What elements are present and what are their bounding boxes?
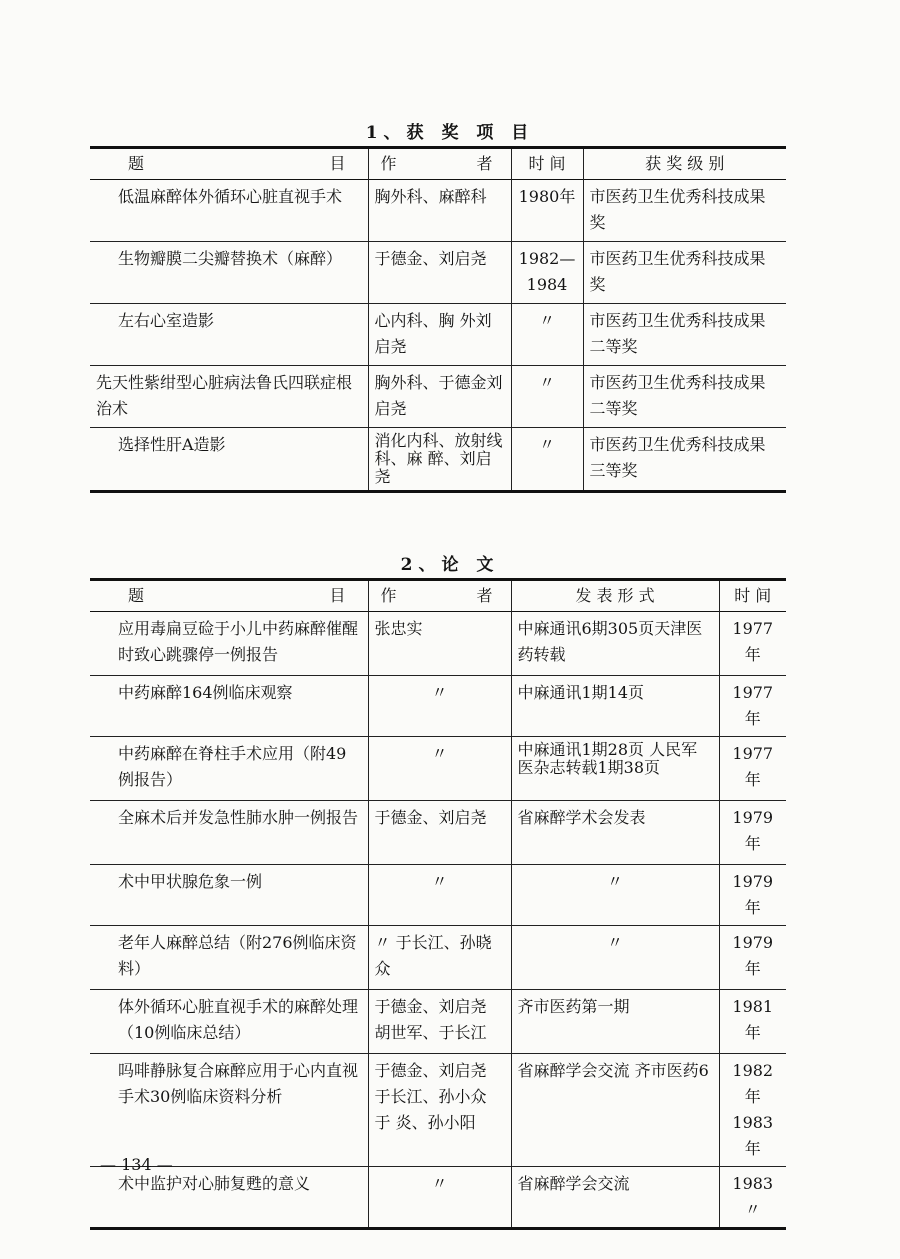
header-award: 获 奖 级 别 xyxy=(583,148,786,180)
table-row: 全麻术后并发急性肺水肿一例报告 于德金、刘启尧 省麻醉学术会发表 1979年 xyxy=(90,801,786,865)
table-row: 体外循环心脏直视手术的麻醉处理（10例临床总结） 于德金、刘启尧 胡世军、于长江 齐市医药第一期 1981年 xyxy=(90,990,786,1054)
table-row: 吗啡静脉复合麻醉应用于心内直视手术30例临床资料分析 于德金、刘启尧 于长江、孙小众 于 炎、孙小阳 省麻醉学会交流 齐市医药6 1982年 1983年 xyxy=(90,1054,786,1167)
header-time: 时 间 xyxy=(719,580,786,612)
header-title: 题 目 xyxy=(128,154,346,173)
header-form: 发 表 形 式 xyxy=(511,580,719,612)
table-row: 术中甲状腺危象一例 〃 〃 1979年 xyxy=(90,865,786,926)
table-row: 老年人麻醉总结（附276例临床资料） 〃 于长江、孙晓众 〃 1979年 xyxy=(90,926,786,990)
section2-title: 2、论 文 xyxy=(400,555,500,575)
papers-table xyxy=(90,578,786,1230)
header-author: 作 者 xyxy=(368,148,511,180)
table-row: 术中监护对心肺复甦的意义 〃 省麻醉学会交流 1983〃 xyxy=(90,1167,786,1229)
table-row: 中药麻醉在脊柱手术应用（附49例报告） 〃 中麻通讯1期28页 人民军医杂志转载1期38页 1977年 xyxy=(90,737,786,801)
page-number: — 134 — xyxy=(100,1155,173,1174)
table-row: 生物瓣膜二尖瓣替换术（麻醉） 于德金、刘启尧 1982—1984 市医药卫生优秀科技成果奖 xyxy=(90,242,786,304)
section1-title: 1、获 奖 项 目 xyxy=(365,123,535,143)
header-time: 时 间 xyxy=(511,148,583,180)
table-row: 低温麻醉体外循环心脏直视手术 胸外科、麻醉科 1980年 市医药卫生优秀科技成果奖 xyxy=(90,180,786,242)
awards-table xyxy=(90,146,786,493)
papers-header-row xyxy=(90,580,786,612)
header-author: 作 者 xyxy=(368,580,511,612)
awards-header-row xyxy=(90,148,786,180)
table-row: 中药麻醉164例临床观察 〃 中麻通讯1期14页 1977年 xyxy=(90,676,786,737)
header-title: 题 目 xyxy=(128,586,346,605)
table-row: 选择性肝A造影 消化内科、放射线 科、麻 醉、刘启尧 〃 市医药卫生优秀科技成果三等奖 xyxy=(90,428,786,492)
table-row: 先天性紫绀型心脏病法鲁氏四联症根治术 胸外科、于德金刘启尧 〃 市医药卫生优秀科技成果二等奖 xyxy=(90,366,786,428)
table-row: 左右心室造影 心内科、胸 外刘启尧 〃 市医药卫生优秀科技成果二等奖 xyxy=(90,304,786,366)
table-row: 应用毒扁豆硷于小儿中药麻醉催醒时致心跳骤停一例报告 张忠实 中麻通讯6期305页天津医药转载 1977年 xyxy=(90,612,786,676)
